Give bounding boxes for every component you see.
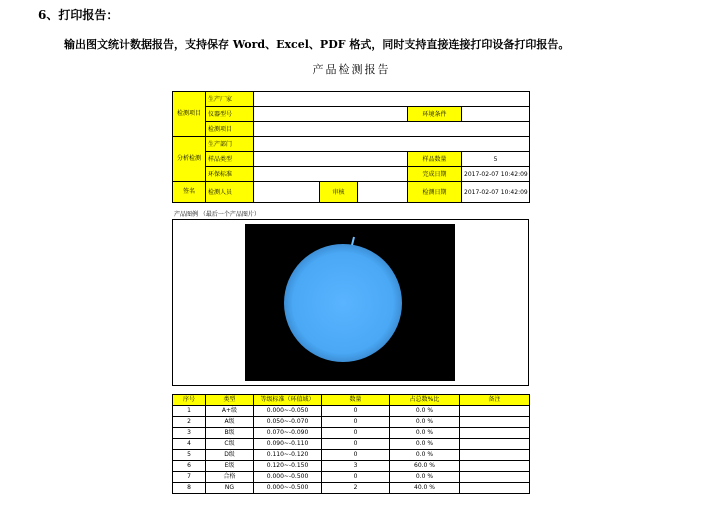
grade-cell [460, 406, 530, 417]
grade-header-cell: 备注 [460, 395, 530, 406]
value-environment [462, 107, 530, 122]
grade-cell: 40.0 % [390, 483, 460, 494]
product-circle-graphic [245, 224, 455, 381]
grade-cell [460, 417, 530, 428]
value-test-item [254, 122, 530, 137]
section-description: 输出图文统计数据报告，支持保存 Word、Excel、PDF 格式，同时支持直接连接打印设备打印报告。 [64, 38, 570, 51]
section-heading: 6、打印报告： [38, 8, 119, 22]
label-inspector: 检测人员 [206, 182, 254, 203]
table-row [173, 439, 530, 450]
grade-cell: 6 [173, 461, 206, 472]
grade-cell: 60.0 % [390, 461, 460, 472]
grade-cell: 8 [173, 483, 206, 494]
label-reviewer: 审核 [320, 182, 358, 203]
grade-cell [460, 450, 530, 461]
grade-cell [460, 428, 530, 439]
group-analysis [173, 137, 206, 182]
grade-cell: 0 [322, 450, 390, 461]
grade-cell: 4 [173, 439, 206, 450]
group-label: 签名 [182, 188, 195, 195]
grade-cell: 0.000~-0.050 [254, 406, 322, 417]
grade-cell: 7 [173, 472, 206, 483]
product-image-frame [172, 219, 529, 386]
grade-cell: 0.050~-0.070 [254, 417, 322, 428]
grade-cell: 2 [322, 483, 390, 494]
grade-cell: 5 [173, 450, 206, 461]
grade-cell [460, 483, 530, 494]
grade-header-cell: 数量 [322, 395, 390, 406]
image-caption: 产品图例 （最后一个产品图片） [174, 211, 260, 218]
grade-cell [460, 439, 530, 450]
table-row [173, 483, 530, 494]
grade-cell: 0.000~-0.500 [254, 483, 322, 494]
label-qualified-standard: 环保标准 [206, 167, 254, 182]
report-title: 产品检测报告 [312, 63, 391, 76]
grade-cell: 0.000~-0.500 [254, 472, 322, 483]
grade-cell: 0 [322, 417, 390, 428]
grade-cell: 0 [322, 428, 390, 439]
value-completion-date: 2017-02-07 10:42:09 [462, 167, 530, 182]
grade-cell: 0 [322, 439, 390, 450]
grade-header-cell: 等级标准（环值域） [254, 395, 322, 406]
label-instrument-model: 仪器型号 [206, 107, 254, 122]
grade-cell: 3 [173, 428, 206, 439]
grade-cell: 0.090~-0.110 [254, 439, 322, 450]
label-sample-type: 样品类型 [206, 152, 254, 167]
label-manufacturer: 生产厂家 [206, 92, 254, 107]
label-sample-count: 样品数量 [408, 152, 462, 167]
grade-cell: 0.070~-0.090 [254, 428, 322, 439]
table-row [173, 406, 530, 417]
grade-cell [460, 472, 530, 483]
grade-cell: 合格 [206, 472, 254, 483]
value-sample-type [254, 152, 408, 167]
table-row [173, 450, 530, 461]
grade-cell: 0.110~-0.120 [254, 450, 322, 461]
grade-cell: 0.0 % [390, 439, 460, 450]
value-inspection-date: 2017-02-07 10:42:09 [462, 182, 530, 203]
grade-table-header [173, 395, 530, 406]
value-qualified-standard [254, 167, 408, 182]
value-production-dept [254, 137, 530, 152]
table-row [173, 472, 530, 483]
grade-header-cell: 类型 [206, 395, 254, 406]
grade-cell: C级 [206, 439, 254, 450]
grade-cell: 0.0 % [390, 472, 460, 483]
grade-header-cell: 序号 [173, 395, 206, 406]
group-label: 检测项目 [176, 110, 201, 117]
grade-cell: A+级 [206, 406, 254, 417]
report-info-table [172, 91, 530, 203]
grade-cell: 0 [322, 472, 390, 483]
label-environment: 环境条件 [408, 107, 462, 122]
grade-cell [460, 461, 530, 472]
table-row [173, 417, 530, 428]
grade-cell: E级 [206, 461, 254, 472]
grade-cell: 1 [173, 406, 206, 417]
grade-cell: 0.0 % [390, 406, 460, 417]
group-test-item [173, 92, 206, 137]
value-reviewer [358, 182, 408, 203]
grade-cell: B级 [206, 428, 254, 439]
value-inspector [254, 182, 320, 203]
label-inspection-date: 检测日期 [408, 182, 462, 203]
grade-table [172, 394, 530, 494]
grade-cell: 0.0 % [390, 450, 460, 461]
group-label: 分析检测 [176, 155, 201, 162]
grade-cell: 2 [173, 417, 206, 428]
value-manufacturer [254, 92, 530, 107]
product-circle [284, 244, 402, 362]
product-image [245, 224, 455, 381]
product-notch [352, 237, 354, 245]
label-completion-date: 完成日期 [408, 167, 462, 182]
grade-cell: 3 [322, 461, 390, 472]
grade-cell: A级 [206, 417, 254, 428]
grade-cell: 0.120~-0.150 [254, 461, 322, 472]
table-row [173, 428, 530, 439]
grade-header-cell: 占总数%比 [390, 395, 460, 406]
grade-cell: 0 [322, 406, 390, 417]
group-sign [173, 182, 206, 203]
grade-cell: 0.0 % [390, 428, 460, 439]
grade-cell: D级 [206, 450, 254, 461]
value-sample-count: 5 [462, 152, 530, 167]
table-row [173, 461, 530, 472]
grade-cell: 0.0 % [390, 417, 460, 428]
grade-cell: NG [206, 483, 254, 494]
label-test-item: 检测项目 [206, 122, 254, 137]
label-production-dept: 生产部门 [206, 137, 254, 152]
value-instrument-model [254, 107, 408, 122]
